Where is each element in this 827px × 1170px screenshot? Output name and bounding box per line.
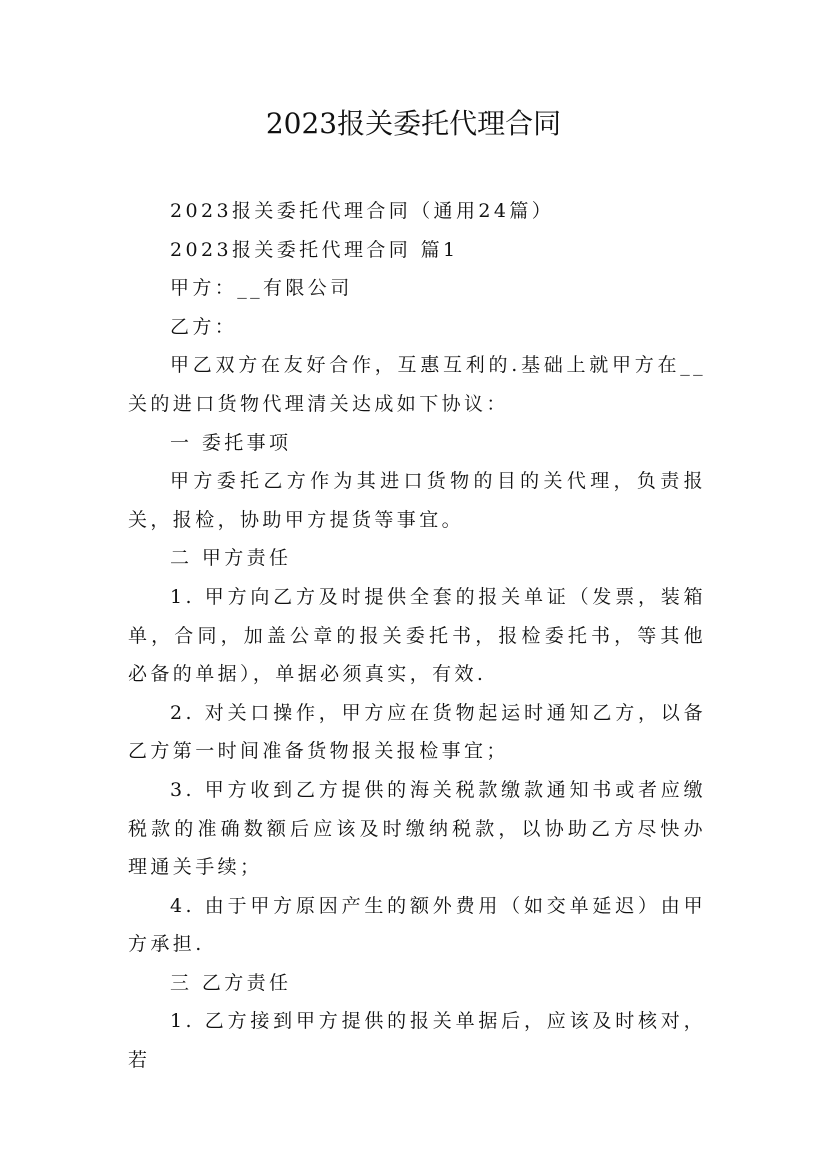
heading-party-a-duties: 二 甲方责任 [170,547,292,570]
paragraph-section-heading: 2023报关委托代理合同 篇1 [170,238,459,261]
paragraph-party-a-duty-4: 4. 由于甲方原因产生的额外费用（如交单延迟）由甲方承担. [128,894,706,956]
paragraph-party-a: 甲方：__有限公司 [170,277,353,300]
paragraph-party-a-duty-2: 2. 对关口操作，甲方应在货物起运时通知乙方，以备乙方第一时间准备货物报关报检事宜； [128,701,706,763]
paragraph-party-a-duty-3: 3. 甲方收到乙方提供的海关税款缴款通知书或者应缴税款的准确数额后应该及时缴纳税款，以协助乙方尽快办理通关手续； [128,778,706,879]
paragraph-subtitle: 2023报关委托代理合同（通用24篇） [170,200,555,222]
document-body [128,192,706,1080]
paragraph-party-b-duty-1: 1. 乙方接到甲方提供的报关单据后，应该及时核对，若 [128,1010,706,1072]
document-title: 2023报关委托代理合同 [265,107,562,140]
paragraph-agreement: 甲乙双方在友好合作，互惠互利的.基础上就甲方在__关的进口货物代理清关达成如下协议： [128,354,706,415]
paragraph-party-b: 乙方： [170,315,238,338]
paragraph-party-a-duty-1: 1. 甲方向乙方及时提供全套的报关单证（发票，装箱单，合同，加盖公章的报关委托书，报检委托书，等其他必备的单据），单据必须真实，有效. [128,585,706,686]
heading-party-b-duties: 三 乙方责任 [170,971,292,994]
heading-entrusted-matters: 一 委托事项 [170,431,292,454]
paragraph-entrusted-matters: 甲方委托乙方作为其进口货物的目的关代理，负责报关，报检，协助甲方提货等事宜。 [128,470,706,531]
